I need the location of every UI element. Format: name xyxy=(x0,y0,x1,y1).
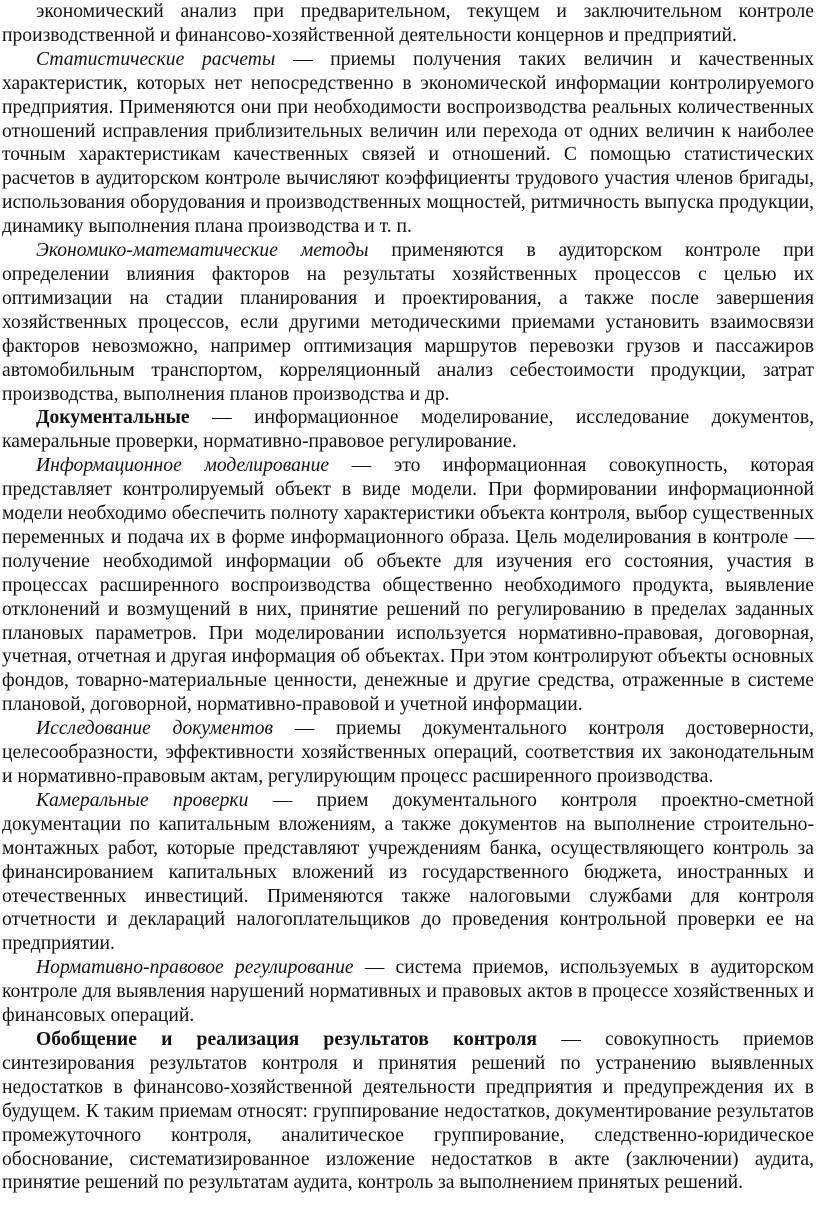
paragraph-economic-math-methods xyxy=(2,239,814,406)
paragraph-document-research xyxy=(2,717,814,789)
paragraph-text: — система приемов, используемых в аудиторском контроле для выявления нарушений нормативных и правовых актов в процессе хозяйственных и финансовых операций. xyxy=(2,957,814,1027)
paragraph-continuation xyxy=(2,0,814,48)
paragraph-documentary xyxy=(2,406,814,454)
paragraph-statistical-calculations xyxy=(2,48,814,239)
term-generalization: Обобщение и реализация результатов контроля xyxy=(36,1028,538,1050)
paragraph-text: — приемы получения таких величин и качественных характеристик, которых нет непосредственно в экономической информации контролируемого предприятия. Применяются они при необходимости воспроизводства реальных количественных отношений исправления приблизительных величин или перехода от одних величин к наиболее точным характеристикам качественных связей и отношений. С помощью статистических расчетов в аудиторском контроле вычисляют коэффициенты трудового участия членов бригады, использования оборудования и производственных мощностей, ритмичность выпуска продукции, динамику выполнения плана производства и т. п. xyxy=(2,48,814,238)
term-information-modeling: Информационное моделирование xyxy=(36,455,330,477)
paragraph-text: — это информационная совокупность, которая представляет контролируемый объект в виде модели. При формировании информационной модели необходимо обеспечить полноту характеристики объекта контроля, выбор существенных переменных и подача их в форме информационного образа. Цель моделирования в контроле — получение необходимой информации об объекте для изучения его состояния, участия в процессах расширенного воспроизводства общественно необходимого продукта, выявление отклонений и возмущений в них, принятие решений по регулированию в пределах заданных плановых параметров. При моделировании используется нормативно-правовая, договорная, учетная, отчетная и другая информация об объектах. При этом контролируют объекты основных фондов, товарно-материальные ценности, денежные и другие средства, отраженные в системе плановой, договорной, нормативно-правовой и учетной информации. xyxy=(2,455,814,716)
paragraph-regulatory-legal xyxy=(2,956,814,1028)
paragraph-text: — прием документального контроля проектно-сметной документации по капитальным вложениям, а также документов на выполнение строительно-монтажных работ, которые представляют учреждениям банка, осуществляющего контроль за финансированием капитальных вложений из государственного бюджета, иностранных и отечественных инвестиций. Применяются также налоговыми службами для контроля отчетности и деклараций налогоплательщиков до проведения контрольной проверки ее на предприятии. xyxy=(2,789,814,955)
paragraph-desk-audits xyxy=(2,789,814,956)
term-documentary: Документальные xyxy=(36,407,190,429)
paragraph-information-modeling xyxy=(2,454,814,717)
term-regulatory-legal: Нормативно-правовое регулирование xyxy=(36,957,354,979)
paragraph-generalization xyxy=(2,1028,814,1195)
paragraph-text: — совокупность приемов синтезирования результатов контроля и принятия решений по устранению выявленных недостатков в финансово-хозяйственной деятельности предприятия и предупреждения их в будущем. К таким приемам относят: группирование недостатков, документирование результатов промежуточного контроля, аналитическое группирование, следственно-юридическое обоснование, систематизированное изложение недостатков в акте (заключении) аудита, принятие решений по результатам аудита, контроль за выполнением принятых решений. xyxy=(2,1028,815,1194)
paragraph-text: экономический анализ при предварительном, текущем и заключительном контроле производственной и финансово-хозяйственной деятельности концернов и предприятий. xyxy=(2,1,814,46)
term-statistical-calculations: Статистические расчеты xyxy=(36,48,276,70)
term-desk-audits: Камеральные проверки xyxy=(36,789,249,811)
paragraph-text: — приемы документального контроля достоверности, целесообразности, эффективности хозяйственных операций, соответствия их законодательным и нормативно-правовым актам, регулирующим процесс расширенного производства. xyxy=(2,718,814,787)
term-economic-math-methods: Экономико-математические методы xyxy=(36,240,369,262)
paragraph-text: — информационное моделирование, исследование документов, камеральные проверки, нормативно-правовое регулирование. xyxy=(2,407,814,453)
term-document-research: Исследование документов xyxy=(36,718,274,740)
paragraph-text: применяются в аудиторском контроле при определении влияния факторов на результаты хозяйственных процессов с целью их оптимизации на стадии планирования и проектирования, а также после завершения хозяйственных процессов, если другими методическими приемами установить взаимосвязи факторов невозможно, например оптимизация маршрутов перевозки грузов и пассажиров автомобильным транспортом, корреляционный анализ себестоимости продукции, затрат производства, выполнения планов производства и др. xyxy=(2,240,814,405)
